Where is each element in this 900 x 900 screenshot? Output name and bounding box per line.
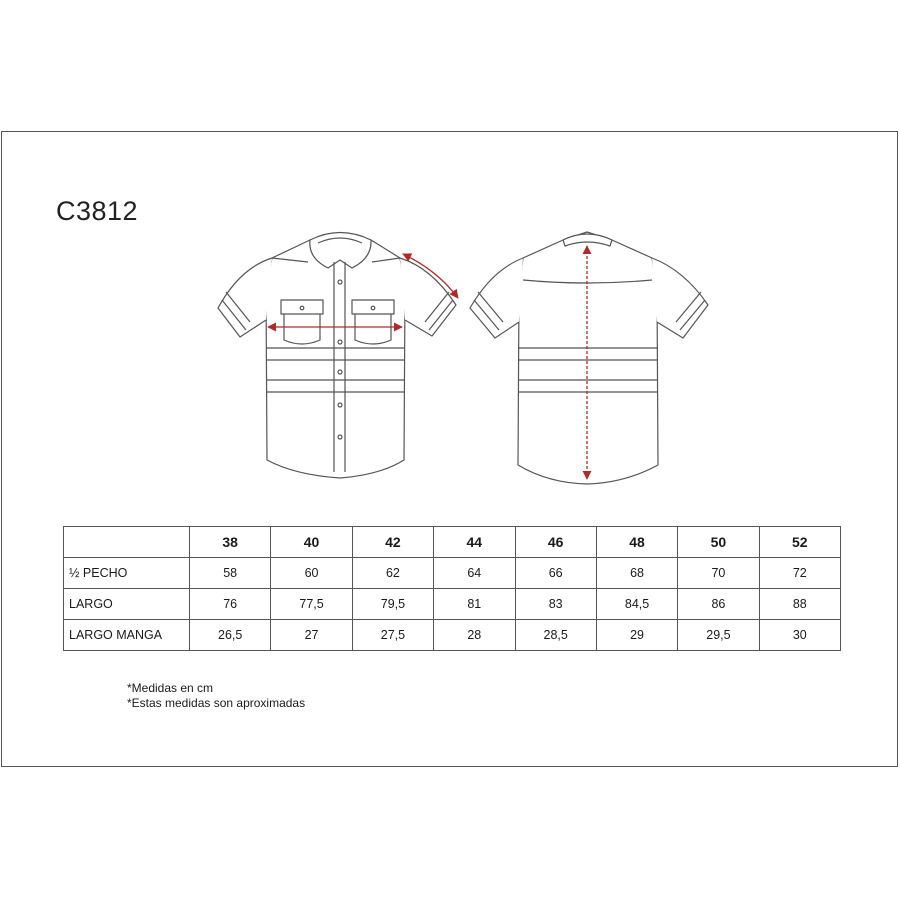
table-cell: 29,5	[678, 620, 759, 651]
note-line: *Medidas en cm	[127, 681, 214, 695]
table-cell: 58	[190, 558, 271, 589]
table-cell: 64	[434, 558, 515, 589]
table-cell: 72	[759, 558, 840, 589]
measurement-notes	[127, 681, 305, 711]
size-table	[63, 526, 841, 651]
note-line: *Estas medidas son aproximadas	[127, 696, 306, 710]
table-row	[64, 620, 841, 651]
row-label: LARGO MANGA	[64, 620, 190, 651]
table-cell: 66	[515, 558, 596, 589]
table-row	[64, 558, 841, 589]
size-header: 52	[759, 527, 840, 558]
table-cell: 84,5	[596, 589, 677, 620]
table-cell: 28	[434, 620, 515, 651]
table-cell: 86	[678, 589, 759, 620]
table-cell: 27	[271, 620, 352, 651]
table-row	[64, 589, 841, 620]
size-header: 40	[271, 527, 352, 558]
size-header: 44	[434, 527, 515, 558]
row-label: ½ PECHO	[64, 558, 190, 589]
size-header-row	[64, 527, 841, 558]
table-cell: 28,5	[515, 620, 596, 651]
table-cell: 60	[271, 558, 352, 589]
size-header: 46	[515, 527, 596, 558]
shirt-back-view	[470, 232, 708, 484]
table-cell: 83	[515, 589, 596, 620]
row-label: LARGO	[64, 589, 190, 620]
size-header: 48	[596, 527, 677, 558]
size-header: 50	[678, 527, 759, 558]
table-cell: 30	[759, 620, 840, 651]
shirt-front-view	[218, 233, 456, 479]
table-cell: 81	[434, 589, 515, 620]
table-cell: 62	[352, 558, 433, 589]
table-cell: 76	[190, 589, 271, 620]
header-blank-cell	[64, 527, 190, 558]
table-cell: 70	[678, 558, 759, 589]
table-cell: 26,5	[190, 620, 271, 651]
table-cell: 77,5	[271, 589, 352, 620]
table-cell: 27,5	[352, 620, 433, 651]
model-title: C3812	[56, 196, 139, 226]
table-cell: 79,5	[352, 589, 433, 620]
table-cell: 68	[596, 558, 677, 589]
table-cell: 88	[759, 589, 840, 620]
size-header: 38	[190, 527, 271, 558]
table-cell: 29	[596, 620, 677, 651]
size-header: 42	[352, 527, 433, 558]
